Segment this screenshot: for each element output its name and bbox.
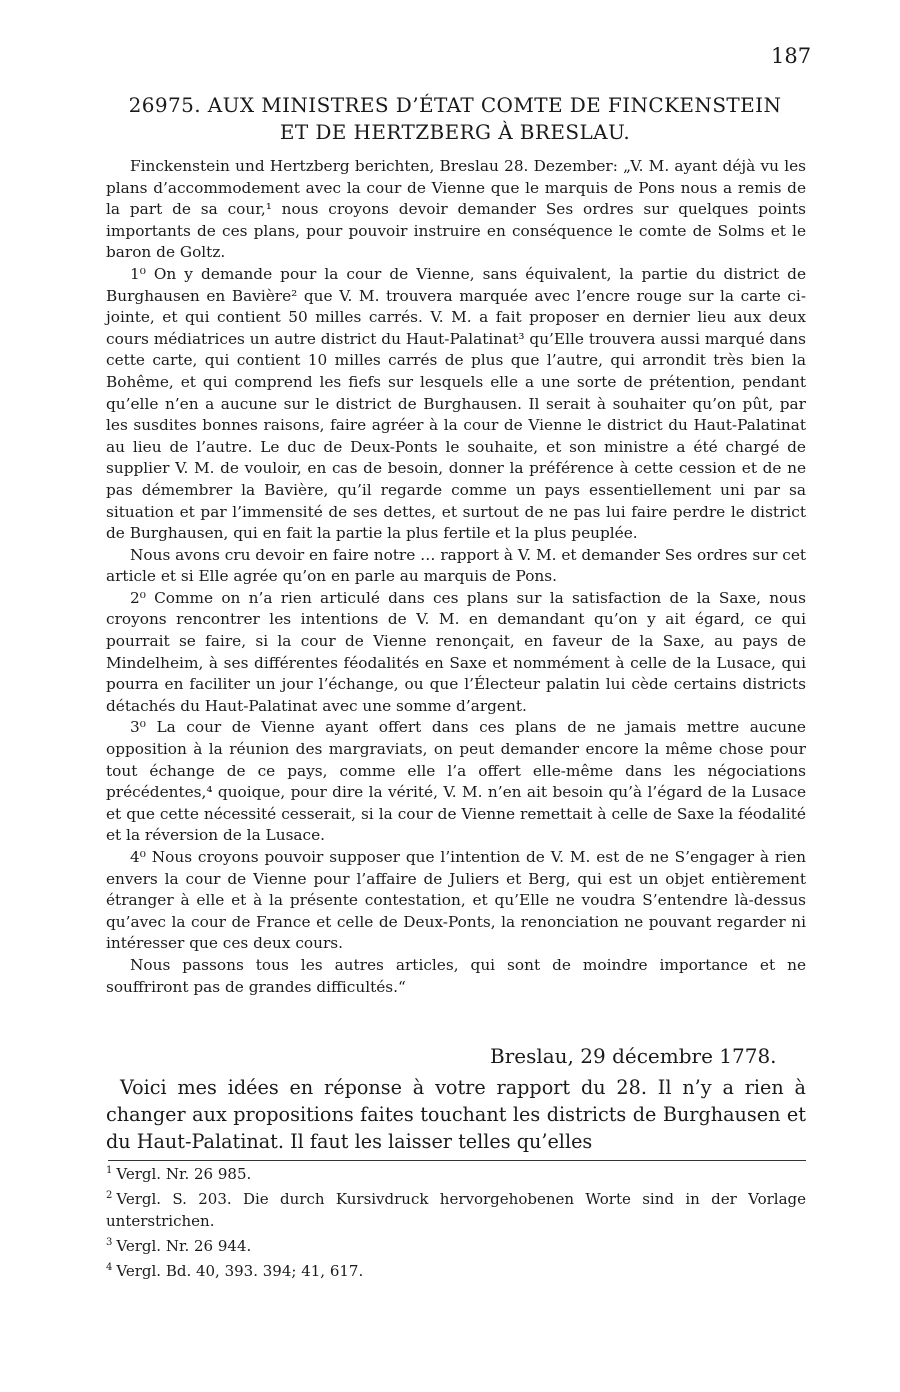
paragraph-request: Nous avons cru devoir en faire notre … rapport à V. M. et demander Ses ordres sur cet article et si Elle agrée qu’on en parle au marquis de Pons. xyxy=(106,545,807,586)
footnote xyxy=(106,1232,806,1257)
footnote-mark: 3 xyxy=(106,1237,113,1248)
reply-text: Voici mes idées en réponse à votre rapport du 28. Il n’y a rien à changer aux propositions faites touchant les districts de Burghausen et du Haut-Palatinat. Il faut les laisser telles qu’elles xyxy=(106,1076,806,1153)
paragraph-point-1: 1⁰ On y demande pour la cour de Vienne, sans équivalent, la partie du district de Burghausen en Bavière² que V. M. trouvera marquée avec l’encre rouge sur la carte ci-jointe, et qui contient 50 milles carrés. V. M. a fait proposer en dernier lieu aux deux cours médiatrices un autre district du Haut-Palatinat³ qu’Elle trouvera aussi marqué dans cette carte, qui contient 10 milles carrés de plus que l’autre, qui arrondit très bien la Bohême, et qui comprend les fiefs sur lesquels elle a une sorte de prétention, pendant qu’elle n’en a aucune sur le district de Burghausen. Il serait à souhaiter qu’on pût, par les susdites bonnes raisons, faire agréer à la cour de Vienne le district du Haut-Palatinat au lieu de l’autre. Le duc de Deux-Ponts le souhaite, et son ministre a été chargé de supplier V. M. de vouloir, en cas de besoin, donner la préférence à cette cession et de ne pas démembrer la Bavière, qu’il regarde comme un pays essentiellement uni par sa situation et par l’immensité de ses dettes, et surtout de ne pas lui faire perdre le district de Burghausen, qui en fait la partie la plus fertile et la plus peuplée. xyxy=(106,264,806,543)
paragraph-point-2: 2⁰ Comme on n’a rien articulé dans ces plans sur la satisfaction de la Saxe, nous croyons rencontrer les intentions de V. M. en demandant qu’on y ait égard, ce qui pourrait se faire, si la cour de Vienne renonçait, en faveur de la Saxe, au pays de Mindelheim, à ses différentes féodalités en Saxe et nommément à celle de la Lusace, qui pourra en faciliter un jour l’échange, ou que l’Électeur palatin lui cède certains districts détachés du Haut-Palatinat avec une somme d’argent. xyxy=(106,588,806,715)
title-line-2: ET DE HERTZBERG À BRESLAU. xyxy=(279,120,631,144)
paragraph-closing: Nous passons tous les autres articles, qui sont de moindre importance et ne souffriront pas de grandes difficultés.“ xyxy=(106,955,806,996)
footnote xyxy=(106,1257,806,1282)
footnote-text: Vergl. Bd. 40, 393. 394; 41, 617. xyxy=(116,1262,364,1280)
footnotes xyxy=(106,1160,806,1282)
footnote xyxy=(106,1160,806,1185)
footnote-mark: 4 xyxy=(106,1262,113,1273)
paragraph-intro: Finckenstein und Hertzberg berichten, Breslau 28. Dezember: „V. M. ayant déjà vu les plans d’accommodement avec la cour de Vienne que le marquis de Pons nous a remis de la part de sa cour,¹ nous croyons devoir demander Ses ordres sur quelques points importants de ces plans, pour pouvoir instruire en conséquence le comte de Solms et le baron de Goltz. xyxy=(106,157,806,262)
footnote-mark: 1 xyxy=(106,1165,113,1176)
paragraph-point-3: 3⁰ La cour de Vienne ayant offert dans ces plans de ne jamais mettre aucune opposition à la réunion des margraviats, on peut demander encore la même chose pour tout échange de ce pays, comme elle l’a offert elle-même dans les négociations précédentes,⁴ quoique, pour dire la vérité, V. M. n’en ait besoin qu’à l’égard de la Lusace et que cette nécessité cesserait, si la cour de Vienne remettait à celle de Saxe la féodalité et la réversion de la Lusace. xyxy=(106,718,806,845)
document-title xyxy=(100,92,810,146)
paragraph-point-4: 4⁰ Nous croyons pouvoir supposer que l’intention de V. M. est de ne S’engager à rien envers la cour de Vienne pour l’affaire de Juliers et Berg, qui est un objet entièrement étranger à elle et à la présente contestation, et qu’Elle ne voudra S’entendre là-dessus qu’avec la cour de France et celle de Deux-Ponts, la renonciation ne pouvant regarder ni intéresser que ces deux cours. xyxy=(106,848,806,953)
footnote xyxy=(106,1185,806,1232)
reply-date: Breslau, 29 décembre 1778. xyxy=(490,1044,777,1068)
footnote-text: Vergl. S. 203. Die durch Kursivdruck hervorgehobenen Worte sind in der Vorlage unterstrichen. xyxy=(106,1190,806,1230)
report-body xyxy=(106,156,806,998)
page-number: 187 xyxy=(771,44,812,68)
footnote-mark: 2 xyxy=(106,1190,113,1201)
footnote-text: Vergl. Nr. 26 944. xyxy=(116,1237,252,1255)
footnote-text: Vergl. Nr. 26 985. xyxy=(116,1165,252,1183)
title-line-1: 26975. AUX MINISTRES D’ÉTAT COMTE DE FINCKENSTEIN xyxy=(128,93,782,117)
